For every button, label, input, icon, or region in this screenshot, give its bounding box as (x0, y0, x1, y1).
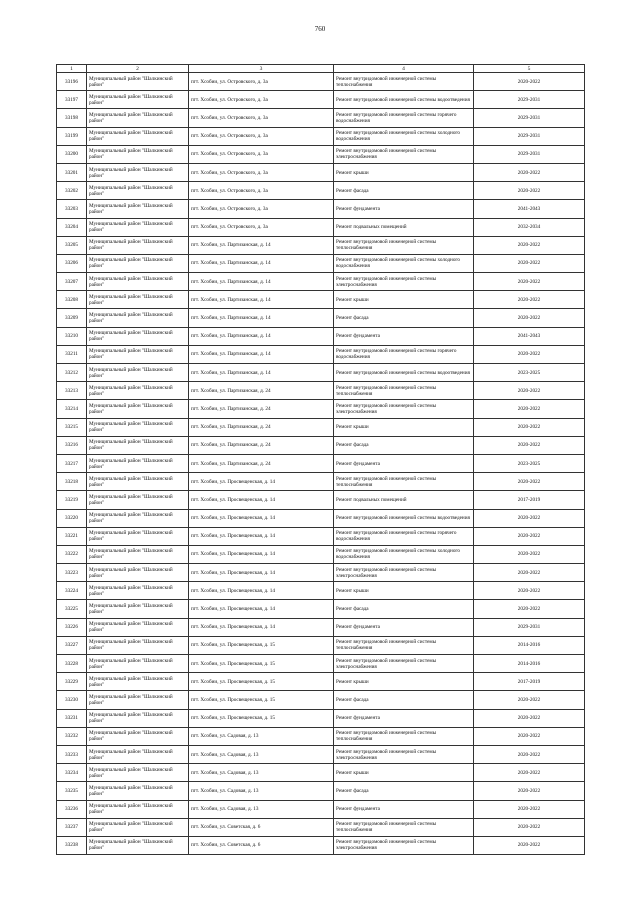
cell-work-type: Ремонт фундамента (334, 618, 474, 636)
cell-period: 2020-2022 (474, 400, 585, 418)
cell-work-type: Ремонт внутридомовой инженерной системы теплоснабжения (334, 73, 474, 91)
cell-period: 2014-2016 (474, 655, 585, 673)
cell-number: 33208 (57, 291, 87, 309)
table-row (57, 364, 585, 382)
cell-address: пгт. Хсобии, ул. Партизанская, д. 24 (189, 436, 334, 454)
cell-period: 2020-2022 (474, 745, 585, 763)
column-header-1: 1 (57, 65, 87, 73)
cell-municipality: Муниципальный район "Шалкинский район" (87, 636, 189, 654)
cell-address: пгт. Хсобии, ул. Просвещенская, д. 14 (189, 582, 334, 600)
table-row (57, 163, 585, 181)
cell-address: пгт. Хсобии, ул. Садовая, д. 13 (189, 745, 334, 763)
cell-period: 2020-2022 (474, 73, 585, 91)
cell-municipality: Муниципальный район "Шалкинский район" (87, 309, 189, 327)
cell-address: пгт. Хсобии, ул. Просвещенская, д. 14 (189, 545, 334, 563)
cell-work-type: Ремонт фасада (334, 309, 474, 327)
cell-municipality: Муниципальный район "Шалкинский район" (87, 436, 189, 454)
repair-schedule-table (56, 64, 585, 855)
cell-address: пгт. Хсобии, ул. Просвещенская, д. 14 (189, 473, 334, 491)
table-row (57, 254, 585, 272)
cell-number: 33237 (57, 818, 87, 836)
cell-work-type: Ремонт фасада (334, 782, 474, 800)
cell-number: 33205 (57, 236, 87, 254)
table-row (57, 636, 585, 654)
cell-period: 2020-2022 (474, 291, 585, 309)
cell-address: пгт. Хсобии, ул. Партизанская, д. 14 (189, 364, 334, 382)
column-header-2: 2 (87, 65, 189, 73)
cell-work-type: Ремонт фундамента (334, 800, 474, 818)
cell-municipality: Муниципальный район "Шалкинский район" (87, 727, 189, 745)
cell-period: 2029-2031 (474, 127, 585, 145)
cell-municipality: Муниципальный район "Шалкинский район" (87, 218, 189, 236)
cell-municipality: Муниципальный район "Шалкинский район" (87, 582, 189, 600)
cell-period: 2032-2034 (474, 218, 585, 236)
cell-municipality: Муниципальный район "Шалкинский район" (87, 545, 189, 563)
cell-period: 2020-2022 (474, 236, 585, 254)
cell-number: 33229 (57, 673, 87, 691)
cell-municipality: Муниципальный район "Шалкинский район" (87, 254, 189, 272)
cell-work-type: Ремонт внутридомовой инженерной системы теплоснабжения (334, 727, 474, 745)
cell-period: 2014-2016 (474, 636, 585, 654)
cell-address: пгт. Хсобии, ул. Просвещенская, д. 14 (189, 491, 334, 509)
cell-number: 33230 (57, 691, 87, 709)
cell-municipality: Муниципальный район "Шалкинский район" (87, 327, 189, 345)
cell-address: пгт. Хсобии, ул. Островского, д. 3а (189, 127, 334, 145)
cell-period: 2029-2031 (474, 109, 585, 127)
cell-period: 2017-2019 (474, 673, 585, 691)
cell-number: 33232 (57, 727, 87, 745)
cell-number: 33238 (57, 836, 87, 854)
cell-period: 2020-2022 (474, 382, 585, 400)
cell-number: 33196 (57, 73, 87, 91)
table-row (57, 345, 585, 363)
cell-number: 33219 (57, 491, 87, 509)
cell-address: пгт. Хсобии, ул. Просвещенская, д. 14 (189, 509, 334, 527)
cell-number: 33199 (57, 127, 87, 145)
cell-work-type: Ремонт внутридомовой инженерной системы холодного водоснабжения (334, 254, 474, 272)
cell-number: 33217 (57, 454, 87, 472)
cell-work-type: Ремонт внутридомовой инженерной системы горячего водоснабжения (334, 345, 474, 363)
cell-number: 33225 (57, 600, 87, 618)
cell-period: 2029-2031 (474, 145, 585, 163)
cell-period: 2020-2022 (474, 163, 585, 181)
cell-address: пгт. Хсобии, ул. Просвещенская, д. 14 (189, 527, 334, 545)
cell-work-type: Ремонт внутридомовой инженерной системы теплоснабжения (334, 636, 474, 654)
cell-municipality: Муниципальный район "Шалкинский район" (87, 454, 189, 472)
cell-municipality: Муниципальный район "Шалкинский район" (87, 291, 189, 309)
cell-municipality: Муниципальный район "Шалкинский район" (87, 564, 189, 582)
cell-address: пгт. Хсобии, ул. Партизанская, д. 14 (189, 309, 334, 327)
cell-municipality: Муниципальный район "Шалкинский район" (87, 109, 189, 127)
cell-municipality: Муниципальный район "Шалкинский район" (87, 473, 189, 491)
column-header-3: 3 (189, 65, 334, 73)
cell-number: 33224 (57, 582, 87, 600)
cell-municipality: Муниципальный район "Шалкинский район" (87, 491, 189, 509)
cell-work-type: Ремонт внутридомовой инженерной системы электроснабжения (334, 273, 474, 291)
cell-period: 2023-2025 (474, 454, 585, 472)
cell-period: 2020-2022 (474, 800, 585, 818)
cell-work-type: Ремонт внутридомовой инженерной системы горячего водоснабжения (334, 109, 474, 127)
cell-address: пгт. Хсобии, ул. Садовая, д. 13 (189, 782, 334, 800)
cell-municipality: Муниципальный район "Шалкинский район" (87, 200, 189, 218)
cell-work-type: Ремонт внутридомовой инженерной системы электроснабжения (334, 836, 474, 854)
cell-work-type: Ремонт внутридомовой инженерной системы электроснабжения (334, 745, 474, 763)
cell-period: 2020-2022 (474, 509, 585, 527)
table-row (57, 73, 585, 91)
cell-work-type: Ремонт внутридомовой инженерной системы электроснабжения (334, 400, 474, 418)
table-row (57, 600, 585, 618)
cell-municipality: Муниципальный район "Шалкинский район" (87, 691, 189, 709)
table-row (57, 836, 585, 854)
cell-address: пгт. Хсобии, ул. Просвещенская, д. 15 (189, 655, 334, 673)
cell-number: 33216 (57, 436, 87, 454)
cell-period: 2020-2022 (474, 473, 585, 491)
cell-address: пгт. Хсобии, ул. Партизанская, д. 24 (189, 454, 334, 472)
table-row (57, 182, 585, 200)
cell-address: пгт. Хсобии, ул. Садовая, д. 13 (189, 764, 334, 782)
table-row (57, 782, 585, 800)
cell-municipality: Муниципальный район "Шалкинский район" (87, 345, 189, 363)
table-row (57, 200, 585, 218)
cell-address: пгт. Хсобии, ул. Островского, д. 3а (189, 145, 334, 163)
cell-period: 2041-2043 (474, 327, 585, 345)
cell-number: 33198 (57, 109, 87, 127)
table-row (57, 309, 585, 327)
cell-period: 2020-2022 (474, 782, 585, 800)
cell-municipality: Муниципальный район "Шалкинский район" (87, 127, 189, 145)
table-row (57, 454, 585, 472)
table-row (57, 655, 585, 673)
cell-municipality: Муниципальный район "Шалкинский район" (87, 764, 189, 782)
cell-address: пгт. Хсобии, ул. Партизанская, д. 14 (189, 236, 334, 254)
cell-address: пгт. Хсобии, ул. Советская, д. 6 (189, 836, 334, 854)
cell-number: 33211 (57, 345, 87, 363)
cell-number: 33215 (57, 418, 87, 436)
cell-work-type: Ремонт внутридомовой инженерной системы теплоснабжения (334, 382, 474, 400)
cell-period: 2020-2022 (474, 691, 585, 709)
cell-municipality: Муниципальный район "Шалкинский район" (87, 382, 189, 400)
table-row (57, 327, 585, 345)
cell-work-type: Ремонт подвальных помещений (334, 218, 474, 236)
cell-period: 2017-2019 (474, 491, 585, 509)
cell-work-type: Ремонт фасада (334, 600, 474, 618)
cell-address: пгт. Хсобии, ул. Партизанская, д. 24 (189, 382, 334, 400)
cell-work-type: Ремонт внутридомовой инженерной системы электроснабжения (334, 145, 474, 163)
table-row (57, 236, 585, 254)
cell-number: 33212 (57, 364, 87, 382)
cell-address: пгт. Хсобии, ул. Островского, д. 3а (189, 91, 334, 109)
cell-municipality: Муниципальный район "Шалкинский район" (87, 800, 189, 818)
table-row (57, 109, 585, 127)
cell-number: 33221 (57, 527, 87, 545)
cell-address: пгт. Хсобии, ул. Партизанская, д. 14 (189, 291, 334, 309)
cell-address: пгт. Хсобии, ул. Просвещенская, д. 15 (189, 709, 334, 727)
table-row (57, 727, 585, 745)
cell-number: 33235 (57, 782, 87, 800)
cell-work-type: Ремонт крыши (334, 291, 474, 309)
cell-number: 33228 (57, 655, 87, 673)
cell-work-type: Ремонт внутридомовой инженерной системы электроснабжения (334, 564, 474, 582)
cell-work-type: Ремонт фасада (334, 691, 474, 709)
table-row (57, 91, 585, 109)
cell-work-type: Ремонт внутридомовой инженерной системы теплоснабжения (334, 473, 474, 491)
table-row (57, 145, 585, 163)
cell-municipality: Муниципальный район "Шалкинский район" (87, 618, 189, 636)
cell-address: пгт. Хсобии, ул. Островского, д. 3а (189, 200, 334, 218)
cell-number: 33213 (57, 382, 87, 400)
cell-number: 33227 (57, 636, 87, 654)
cell-work-type: Ремонт внутридомовой инженерной системы горячего водоснабжения (334, 527, 474, 545)
cell-address: пгт. Хсобии, ул. Партизанская, д. 14 (189, 254, 334, 272)
cell-number: 33206 (57, 254, 87, 272)
cell-address: пгт. Хсобии, ул. Островского, д. 3а (189, 182, 334, 200)
table-row (57, 491, 585, 509)
cell-municipality: Муниципальный район "Шалкинский район" (87, 673, 189, 691)
table-row (57, 527, 585, 545)
table-row (57, 545, 585, 563)
cell-number: 33220 (57, 509, 87, 527)
cell-number: 33203 (57, 200, 87, 218)
table-row (57, 127, 585, 145)
table-row (57, 582, 585, 600)
table-row (57, 400, 585, 418)
table-header (57, 65, 585, 73)
cell-municipality: Муниципальный район "Шалкинский район" (87, 236, 189, 254)
cell-address: пгт. Хсобии, ул. Советская, д. 6 (189, 818, 334, 836)
table-row (57, 418, 585, 436)
cell-period: 2020-2022 (474, 545, 585, 563)
cell-number: 33202 (57, 182, 87, 200)
cell-municipality: Муниципальный район "Шалкинский район" (87, 163, 189, 181)
table-body (57, 73, 585, 855)
cell-work-type: Ремонт фасада (334, 436, 474, 454)
cell-address: пгт. Хсобии, ул. Островского, д. 3а (189, 163, 334, 181)
cell-period: 2023-2025 (474, 364, 585, 382)
cell-period: 2020-2022 (474, 836, 585, 854)
cell-municipality: Муниципальный район "Шалкинский район" (87, 836, 189, 854)
cell-address: пгт. Хсобии, ул. Партизанская, д. 24 (189, 418, 334, 436)
cell-municipality: Муниципальный район "Шалкинский район" (87, 91, 189, 109)
table-row (57, 218, 585, 236)
cell-period: 2020-2022 (474, 709, 585, 727)
cell-work-type: Ремонт фасада (334, 182, 474, 200)
cell-address: пгт. Хсобии, ул. Островского, д. 3а (189, 73, 334, 91)
cell-number: 33210 (57, 327, 87, 345)
cell-period: 2020-2022 (474, 527, 585, 545)
cell-municipality: Муниципальный район "Шалкинский район" (87, 527, 189, 545)
cell-period: 2029-2031 (474, 91, 585, 109)
cell-work-type: Ремонт фундамента (334, 200, 474, 218)
cell-period: 2020-2022 (474, 182, 585, 200)
cell-number: 33218 (57, 473, 87, 491)
cell-address: пгт. Хсобии, ул. Садовая, д. 13 (189, 727, 334, 745)
cell-municipality: Муниципальный район "Шалкинский район" (87, 273, 189, 291)
cell-municipality: Муниципальный район "Шалкинский район" (87, 182, 189, 200)
cell-period: 2020-2022 (474, 418, 585, 436)
cell-number: 33204 (57, 218, 87, 236)
cell-number: 33233 (57, 745, 87, 763)
cell-municipality: Муниципальный район "Шалкинский район" (87, 745, 189, 763)
table-row (57, 291, 585, 309)
cell-work-type: Ремонт внутридомовой инженерной системы водоотведения (334, 364, 474, 382)
table-row (57, 673, 585, 691)
table-row (57, 818, 585, 836)
cell-municipality: Муниципальный район "Шалкинский район" (87, 145, 189, 163)
cell-period: 2020-2022 (474, 727, 585, 745)
page-number: 760 (314, 25, 326, 33)
cell-number: 33201 (57, 163, 87, 181)
cell-period: 2020-2022 (474, 764, 585, 782)
cell-number: 33223 (57, 564, 87, 582)
cell-municipality: Муниципальный район "Шалкинский район" (87, 655, 189, 673)
table-row (57, 618, 585, 636)
cell-number: 33236 (57, 800, 87, 818)
cell-address: пгт. Хсобии, ул. Просвещенская, д. 15 (189, 691, 334, 709)
cell-work-type: Ремонт внутридомовой инженерной системы холодного водоснабжения (334, 127, 474, 145)
column-header-4: 4 (334, 65, 474, 73)
cell-municipality: Муниципальный район "Шалкинский район" (87, 709, 189, 727)
table-row (57, 509, 585, 527)
cell-period: 2020-2022 (474, 818, 585, 836)
cell-municipality: Муниципальный район "Шалкинский район" (87, 73, 189, 91)
cell-work-type: Ремонт фундамента (334, 709, 474, 727)
table-row (57, 709, 585, 727)
cell-municipality: Муниципальный район "Шалкинский район" (87, 364, 189, 382)
table-row (57, 764, 585, 782)
cell-work-type: Ремонт фундамента (334, 327, 474, 345)
table-row (57, 745, 585, 763)
cell-period: 2041-2043 (474, 200, 585, 218)
cell-work-type: Ремонт внутридомовой инженерной системы теплоснабжения (334, 818, 474, 836)
header-row (57, 65, 585, 73)
cell-number: 33214 (57, 400, 87, 418)
cell-municipality: Муниципальный район "Шалкинский район" (87, 782, 189, 800)
cell-period: 2020-2022 (474, 309, 585, 327)
table-row (57, 691, 585, 709)
cell-number: 33207 (57, 273, 87, 291)
cell-address: пгт. Хсобии, ул. Садовая, д. 13 (189, 800, 334, 818)
cell-municipality: Муниципальный район "Шалкинский район" (87, 400, 189, 418)
cell-municipality: Муниципальный район "Шалкинский район" (87, 418, 189, 436)
cell-work-type: Ремонт внутридомовой инженерной системы водоотведения (334, 509, 474, 527)
cell-work-type: Ремонт подвальных помещений (334, 491, 474, 509)
cell-work-type: Ремонт крыши (334, 163, 474, 181)
cell-address: пгт. Хсобии, ул. Просвещенская, д. 14 (189, 618, 334, 636)
cell-work-type: Ремонт крыши (334, 764, 474, 782)
cell-number: 33197 (57, 91, 87, 109)
table-row (57, 273, 585, 291)
cell-address: пгт. Хсобии, ул. Партизанская, д. 24 (189, 400, 334, 418)
cell-work-type: Ремонт внутридомовой инженерной системы теплоснабжения (334, 236, 474, 254)
table-row (57, 473, 585, 491)
cell-municipality: Муниципальный район "Шалкинский район" (87, 600, 189, 618)
column-header-5: 5 (474, 65, 585, 73)
cell-address: пгт. Хсобии, ул. Островского, д. 3а (189, 218, 334, 236)
cell-work-type: Ремонт фундамента (334, 454, 474, 472)
cell-number: 33234 (57, 764, 87, 782)
cell-period: 2020-2022 (474, 436, 585, 454)
cell-number: 33222 (57, 545, 87, 563)
cell-address: пгт. Хсобии, ул. Партизанская, д. 14 (189, 327, 334, 345)
cell-period: 2020-2022 (474, 582, 585, 600)
cell-period: 2020-2022 (474, 273, 585, 291)
cell-period: 2020-2022 (474, 254, 585, 272)
cell-address: пгт. Хсобии, ул. Просвещенская, д. 15 (189, 636, 334, 654)
cell-address: пгт. Хсобии, ул. Просвещенская, д. 15 (189, 673, 334, 691)
cell-work-type: Ремонт крыши (334, 673, 474, 691)
cell-period: 2020-2022 (474, 600, 585, 618)
cell-work-type: Ремонт крыши (334, 582, 474, 600)
cell-work-type: Ремонт внутридомовой инженерной системы водоотведения (334, 91, 474, 109)
cell-work-type: Ремонт внутридомовой инженерной системы холодного водоснабжения (334, 545, 474, 563)
cell-number: 33200 (57, 145, 87, 163)
cell-municipality: Муниципальный район "Шалкинский район" (87, 818, 189, 836)
cell-number: 33226 (57, 618, 87, 636)
table-row (57, 564, 585, 582)
table-row (57, 382, 585, 400)
table-row (57, 436, 585, 454)
cell-address: пгт. Хсобии, ул. Партизанская, д. 14 (189, 273, 334, 291)
cell-period: 2020-2022 (474, 564, 585, 582)
cell-number: 33231 (57, 709, 87, 727)
cell-municipality: Муниципальный район "Шалкинский район" (87, 509, 189, 527)
cell-period: 2020-2022 (474, 345, 585, 363)
table-row (57, 800, 585, 818)
cell-work-type: Ремонт крыши (334, 418, 474, 436)
cell-period: 2029-2031 (474, 618, 585, 636)
cell-address: пгт. Хсобии, ул. Островского, д. 3а (189, 109, 334, 127)
cell-address: пгт. Хсобии, ул. Партизанская, д. 14 (189, 345, 334, 363)
cell-work-type: Ремонт внутридомовой инженерной системы электроснабжения (334, 655, 474, 673)
cell-address: пгт. Хсобии, ул. Просвещенская, д. 14 (189, 564, 334, 582)
cell-number: 33209 (57, 309, 87, 327)
cell-address: пгт. Хсобии, ул. Просвещенская, д. 14 (189, 600, 334, 618)
